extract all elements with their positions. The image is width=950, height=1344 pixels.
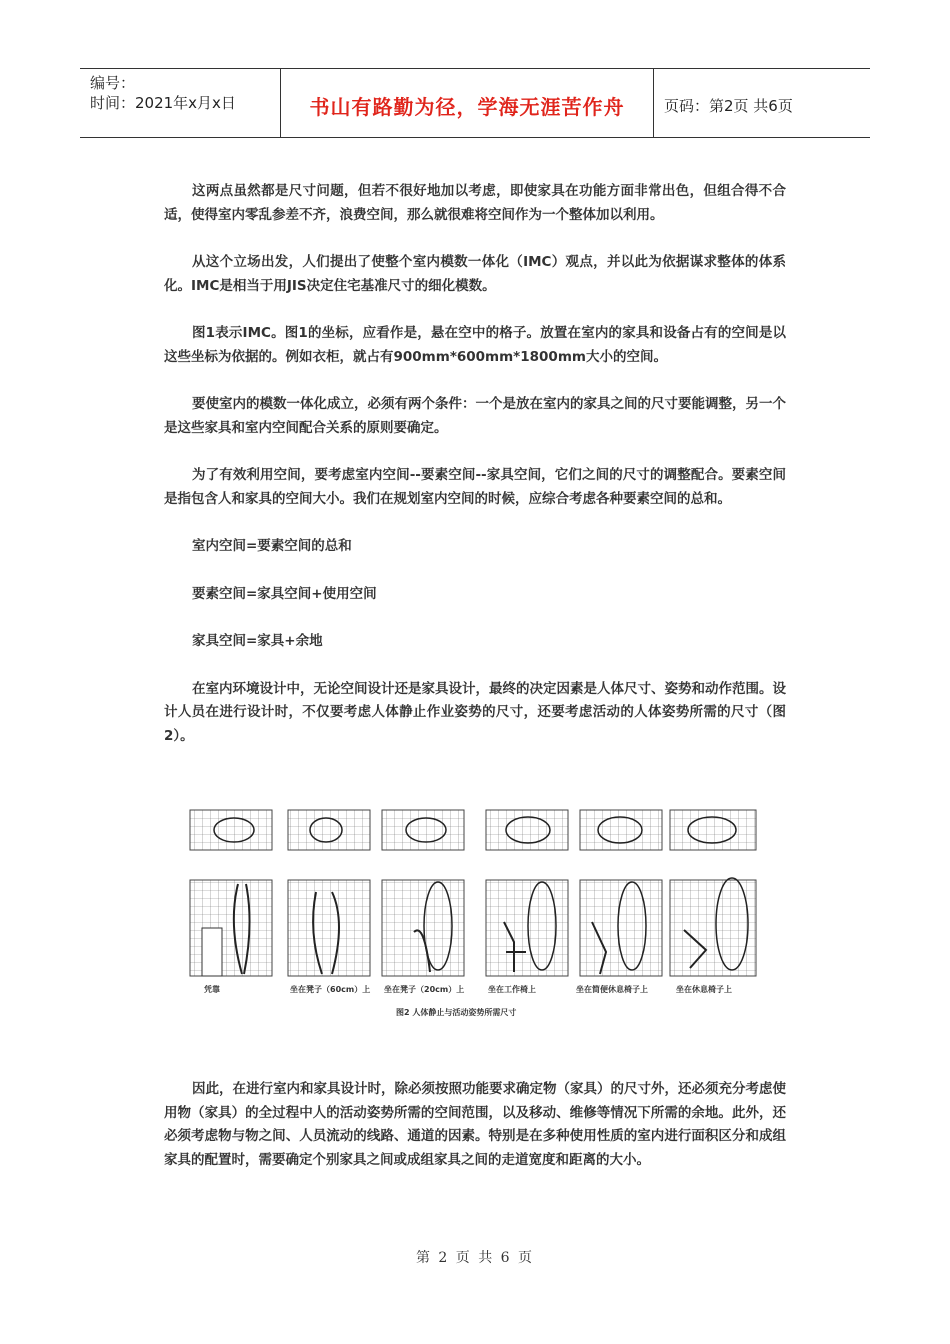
header-meta-cell <box>80 69 281 137</box>
number-label: 编号： <box>90 74 136 92</box>
equation: 家具空间=家具+余地 <box>192 633 323 649</box>
figure-label-5: 坐在简便休息椅子上 <box>576 985 648 994</box>
page-info: 页码：第2页 共6页 <box>664 97 793 115</box>
paragraph: 为了有效利用空间，要考虑室内空间--要素空间--家具空间，它们之间的尺寸的调整配合。要素空间是指包含人和家具的空间大小。我们在规划室内空间的时候，应综合考虑各种要素空间的总和。 <box>164 467 786 507</box>
figure-illustration <box>186 802 760 1024</box>
document-body <box>164 180 786 772</box>
figure-label-3: 坐在凳子（20cm）上 <box>384 985 465 994</box>
figure-2 <box>186 802 760 1024</box>
equation: 要素空间=家具空间+使用空间 <box>192 585 377 602</box>
paragraph: 要使室内的模数一体化成立，必须有两个条件：一个是放在室内的家具之间的尺寸要能调整，另一个是这些家具和室内空间配合关系的原则要确定。 <box>164 396 786 436</box>
panel-6 <box>670 810 756 976</box>
figure-label-4: 坐在工作椅上 <box>488 985 536 994</box>
figure-label-2: 坐在凳子（60cm）上 <box>290 985 371 994</box>
panel-1 <box>190 810 272 976</box>
figure-label-6: 坐在休息椅子上 <box>676 985 732 994</box>
page-footer: 第 2 页 共 6 页 <box>415 1250 535 1266</box>
header-page-cell <box>654 69 870 137</box>
panel-5 <box>580 810 662 976</box>
panel-2 <box>288 810 370 976</box>
figure-caption: 图2 人体静止与活动姿势所需尺寸 <box>396 1008 517 1017</box>
figure-label-1: 凭靠 <box>204 985 220 994</box>
equation: 室内空间=要素空间的总和 <box>192 538 352 554</box>
paragraph: 从这个立场出发，人们提出了使整个室内模数一体化（IMC）观点，并以此为依据谋求整体的体系化。IMC是相当于用JIS决定住宅基准尺寸的细化模数。 <box>164 254 786 294</box>
paragraph: 图1表示IMC。图1的坐标，应看作是，悬在空中的格子。放置在室内的家具和设备占有的空间是以这些坐标为依据的。例如衣柜，就占有900mm*600mm*1800mm大小的空间。 <box>164 325 786 365</box>
panel-4 <box>486 810 568 976</box>
paragraph: 这两点虽然都是尺寸问题，但若不很好地加以考虑，即使家具在功能方面非常出色，但组合得不合适，使得室内零乱参差不齐，浪费空间，那么就很难将空间作为一个整体加以利用。 <box>164 183 786 223</box>
panel-3 <box>382 810 464 976</box>
final-section <box>164 1078 786 1196</box>
paragraph: 因此，在进行室内和家具设计时，除必须按照功能要求确定物（家具）的尺寸外，还必须充分考虑使用物（家具）的全过程中人的活动姿势所需的空间范围，以及移动、维修等情况下所需的余地。此外，还必须考虑物与物之间、人员流动的线路、通道的因素。特别是在多种使用性质的室内进行面积区分和成组家具的配置时，需要确定个别家具之间或成组家具之间的走道宽度和距离的大小。 <box>164 1081 786 1168</box>
page-header <box>80 68 870 138</box>
time-label: 时间：2021年x月x日 <box>90 94 236 112</box>
motto-text: 书山有路勤为径，学海无涯苦作舟 <box>309 95 625 119</box>
paragraph: 在室内环境设计中，无论空间设计还是家具设计，最终的决定因素是人体尺寸、姿势和动作范围。设计人员在进行设计时，不仅要考虑人体静止作业姿势的尺寸，还要考虑活动的人体姿势所需的尺寸（图2）。 <box>164 680 786 744</box>
header-motto-cell <box>281 69 654 137</box>
